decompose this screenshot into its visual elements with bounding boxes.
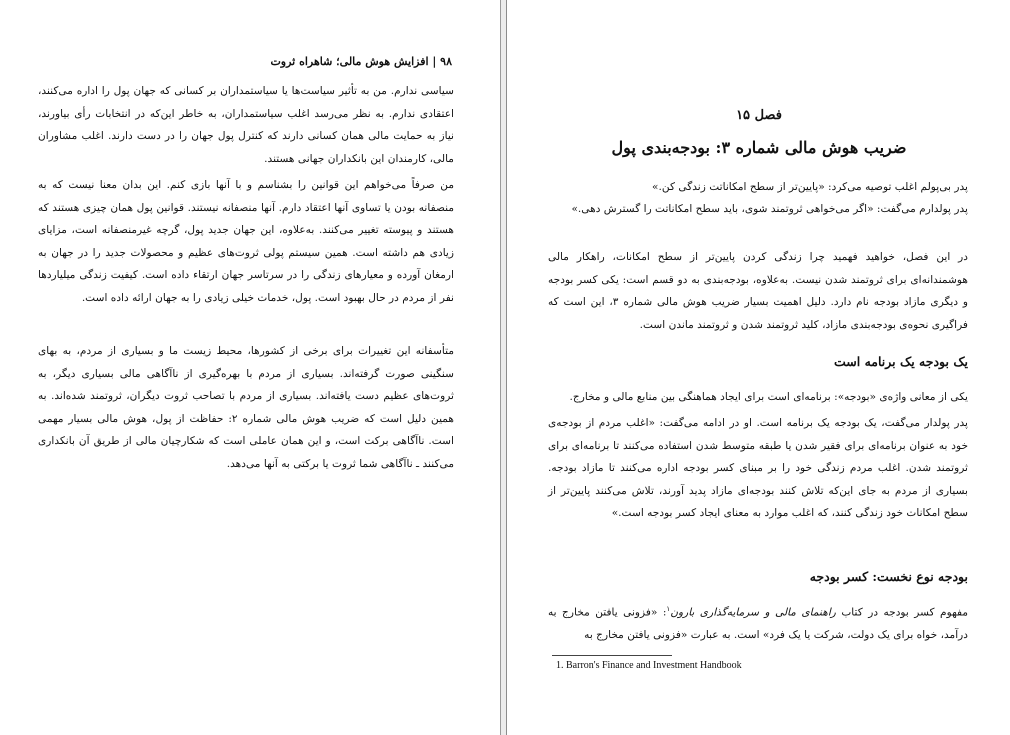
chapter-title: ضریب هوش مالی شماره ۳: بودجه‌بندی پول <box>611 138 907 157</box>
body-paragraph <box>548 598 968 647</box>
body-paragraph: سیاسی ندارم. من به تأثیر سیاست‌ها یا سیاستمداران بر کسانی که جهان پول را اداره می‌کنند، اعتقادی ندارم. به نظر می‌رسد اغلب سیاستمداران، به خاطر این‌که در انتخابات رأی بیاورند، نیاز به حمایت مالی همان کسانی دارند که کنترل پول جهان را در دست دارند. اغلب مشاوران مالی، کارمندان این بانکداران جهانی هستند. <box>38 85 454 165</box>
section-heading: یک بودجه یک برنامه است <box>834 354 968 369</box>
left-page <box>0 0 500 735</box>
book-spine <box>500 0 508 735</box>
footnote-rule <box>552 655 672 656</box>
paragraph-text: : «فزونی یافتن مخارج به درآمد، خواه برای یک دولت، شرکت یا یک فرد» است. به عبارت «فزونی یافتن مخارج به <box>548 606 968 642</box>
right-page <box>508 0 1010 735</box>
body-paragraph: یکی از معانی واژه‌ی «بودجه»: برنامه‌ای است برای ایجاد هماهنگی بین منابع مالی و مخارج. <box>569 391 968 403</box>
body-paragraph: متأسفانه این تغییرات برای برخی از کشورها، محیط زیست ما و بسیاری از مردم، به بهای سنگینی صورت گرفته‌اند. بسیاری از مردم با بهره‌گیری از ناآگاهی مالی بسیاری دیگر، به ثروت‌های عظیم دست یافته‌اند. بسیاری از مردم با تصاحب ثروت دیگران، ثروتمند شده‌اند. به همین دلیل است که ضریب هوش مالی شماره ۲: حفاظت از پول، هوش مالی بسیار مهمی است. ناآگاهی برکت است، و این همان عاملی است که شکارچیان مالی از طریق آن بانکداری می‌کنند ـ ناآگاهی شما ثروت یا برکتی به آنها می‌دهد. <box>38 345 454 470</box>
body-paragraph: من صرفاً می‌خواهم این قوانین را بشناسم و با آنها بازی کنم. این بدان معنا نیست که به منصفانه بودن یا تساوی آنها اعتقاد دارم. آنها منصفانه نیستند. قوانین پول همان چیزی هستند که هستند و پیوسته تغییر می‌کنند. به‌علاوه، این جهان جدید پول، گرچه غیرمنصفانه است، مزایای زیادی هم داشته است. همین سیستم پولی ثروت‌های عظیم و محصولات جدید را در جهان به ارمغان آورده و معیارهای زندگی را در سرتاسر جهان ارتقاء داده است. کیفیت زندگی میلیاردها نفر از مردم در حال بهبود است. پول، خدمات خیلی زیادی را به جهان ارائه داده است. <box>38 179 454 304</box>
body-paragraph: در این فصل، خواهید فهمید چرا زندگی کردن پایین‌تر از سطح امکانات، راهکار مالی هوشمندانه‌ای برای ثروتمند شدن نیست. به‌علاوه، بودجه‌بندی به دو قسم است: یکی کسر بودجه و دیگری مازاد بودجه نام دارد. دلیل اهمیت بسیار ضریب هوش مالی شماره ۳، این است که فراگیری نحوه‌ی بودجه‌بندی مازاد، کلید ثروتمند شدن و ثروتمند ماندن است. <box>548 251 968 331</box>
section-heading: بودجه نوع نخست: کسر بودجه <box>809 569 968 584</box>
chapter-label: فصل ۱۵ <box>736 108 782 123</box>
body-paragraph: پدر پولدار می‌گفت، یک بودجه یک برنامه است. او در ادامه می‌گفت: «اغلب مردم از بودجه‌ی خود به عنوان برنامه‌ای برای فقیر شدن یا طبقه متوسط شدن استفاده می‌کنند تا برنامه‌ای برای ثروتمند شدن. اغلب مردم زندگی خود را بر مبنای کسر بودجه اداره می‌کنند تا مازاد بودجه. بسیاری از مردم به جای این‌که تلاش کنند بودجه‌ای مازاد پدید آورند، تلاش می‌کنند پایین‌تر از سطح امکانات خود زندگی کنند، که اغلب موارد به معنای ایجاد کسر بودجه است.» <box>548 417 968 519</box>
paragraph-text: مفهوم کسر بودجه در کتاب <box>835 606 968 619</box>
footnote-marker: ۱ <box>666 605 671 613</box>
body-paragraph: پدر بی‌پولم اغلب توصیه می‌کرد: «پایین‌تر از سطح امکاناتت زندگی کن.» <box>652 181 968 193</box>
footnote: 1. Barron's Finance and Investment Handbook <box>556 660 742 671</box>
running-header: ۹۸ | افزایش هوش مالی؛ شاهراه ثروت <box>270 55 452 68</box>
body-paragraph: پدر پولدارم می‌گفت: «اگر می‌خواهی ثروتمند شوی، باید سطح امکاناتت را گسترش دهی.» <box>571 203 968 215</box>
book-title: راهنمای مالی و سرمایه‌گذاری بارون <box>670 606 836 619</box>
